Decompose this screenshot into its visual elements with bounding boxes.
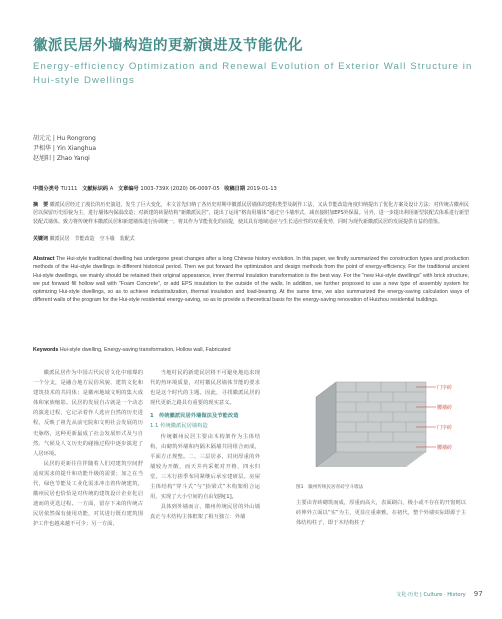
article-meta [33, 185, 280, 192]
figure-caption: 图1 徽州传统民居青砖空斗墙法 [296, 485, 364, 490]
clc-label: 中图分类号 [33, 186, 59, 192]
fig-label-top: 门字砖 [437, 385, 453, 391]
page-footer [396, 590, 483, 598]
subsection-heading: 1.1 传统徽派民居墙构造 [150, 423, 208, 430]
article-no-label: 文章编号 [117, 186, 139, 192]
paper-title-cn: 徽派民居外墙构造的更新演进及节能优化 [33, 38, 303, 54]
keywords-en [33, 347, 469, 353]
article-no-value: 1003-739X (2020) 06-0097-05 [140, 186, 220, 192]
paragraph: 民居的更新往往伴随着人们对建筑空间舒适度需求的提升和功能升级的需要；加之在当代，绿色节能及工业化需求冲击着传统建筑，徽州民居也恰恰是对传统的建筑设计企业化启迪而的更迭过程。一方面，留存下来的传统古民居依然保有使用功能，对其进行既有建筑围护工作也越来越不可少；另一方面， [33, 460, 143, 528]
figure-wall-diagram [296, 372, 466, 484]
abstract-cn-label: 摘 要 [33, 202, 49, 208]
wall-side [316, 382, 336, 467]
paragraph: 徽派民居作为中国古代民居文化中璀璨的一个分支，是融合地方民俗风貌、建筑文化和建筑技术的共同体；是徽州地域文明的集大成体和家族缩影。民居的发展自古就是一个动态的演进过程，它记录着作人选应自然的历史进程，反映了祖先从前宅院和文明社会发展的历史脉络，这种更新最成了社会发展形式及与自然、气候及人文历史的碰撞过程中逐步演进了人居环境。 [33, 370, 143, 457]
received-value: 2019-01-13 [246, 186, 277, 192]
paper-title-en: Energy-efficiency Optimization and Renewal Evolution of Exterior Wall Structure in Hui-style Dwellings [33, 61, 473, 86]
body-column-2 [150, 368, 260, 522]
abstract-en-label: Abstract [33, 256, 55, 262]
abstract-cn [33, 201, 469, 226]
body-column-1 [33, 368, 143, 530]
section-heading: 1 传统徽派民居外墙做法及节能改造 [150, 413, 239, 420]
clc-value: TU111 [60, 186, 78, 192]
brick-wall-illustration [296, 372, 466, 484]
author-list [33, 134, 96, 164]
wall-face [336, 382, 426, 452]
paragraph: 具体到外墙而言，徽州传统民居的外山墙真正与木结构主体框架了相互独立：外墙 [150, 504, 260, 521]
page-number: 97 [473, 590, 483, 598]
keywords-cn-label: 关键词 [33, 236, 49, 242]
fig-label-bottom: 腰墙砖 [437, 445, 453, 451]
abstract-en-text: The Hui-style traditional dwelling has undergone great changes after a long Chinese history evolution. In this paper, we firstly summarized the construction types and production methods of the Hui-style dwellings in different historical period. Then we put forward the optimization and design methods from the point of energy-efficiency. For the traditional ancient Hui-style dwellings, we mainly should be retained their original appearance, inner thermal insulation transformation is the best way. For the "new Hui-style dwellings" with brick structure, we put forward fill hollow wall with "Foam Concrete", or add EPS insulation to the outside of the walls. In addition, we further proposed to use a new type of assembly system for optimizing Hui-style dwellings, so as to achieve industrialization, thermal insulation and load-bearing. At the same time, we also summarized the energy-saving calculation ways of different walls of the program for the Hui-style residential energy-saving, so as to provide a theoretical basis for the energy-saving renovation of Huizhou residential buildings. [33, 256, 469, 304]
abstract-cn-text: 徽派民居经过了漫长的历史演进，发生了巨大变化，本文首先归纳了各历史时期中徽派民居墙体的建构类型及制作工法，又从节能改造角度归纳提出了优化方案及设计方法：对传统古徽州民居以保留历史原貌为主，进行墙体内保温改造；对新建的砖混结构“新徽派民居”，提出了运用“格沟用墙体”通过空斗墙形式，减直接附加EPS外保温。另外，进一步提出利用新型装配式体系进行新型装配式墙体。致力将传统样本徽派民居和新建墙体进行协调统一，将其作为节能优化的前提，使其具有地域适应与生长适应性的双重优势，同时为现代新徽派民居的发展提供有益的借鉴。 [33, 202, 469, 225]
paragraph: 当地村民的新建民居将不可避免地追求现代的热环境质量，对村徽民居墙体节能的要求也是这个时代的主题。因此，寻找徽派民居的现代更新之路具有重要的现实意义。 [150, 370, 260, 407]
keywords-en-label: Keywords [33, 347, 59, 353]
author-1: 胡元元 | Hu Rongrong [33, 135, 96, 142]
abstract-en [33, 255, 469, 305]
author-2: 尹相华 | Yin Xianghua [33, 145, 97, 152]
body-column-3 [296, 498, 466, 528]
footer-section: 文化·历史 | Culture · History [396, 592, 466, 598]
received-label: 收稿日期 [224, 186, 246, 192]
keywords-cn [33, 235, 469, 242]
doc-code-label: 文献标识码 [82, 186, 109, 192]
fig-label-mid2: 门字砖 [437, 425, 453, 431]
keywords-en-text: Hui-style dwelling, Energy-saving transformation, Hollow wall, Fabricated [59, 347, 231, 353]
doc-code-value: A [109, 186, 114, 192]
keywords-cn-text: 徽派民居 节能改造 空斗墙 装配式 [49, 236, 135, 242]
paragraph: 主要由青砖砌筑而成，厚重而高大，表面刷白，极小或不存在的开窗则以砖伸外立面以“实”为主，更显庄重素雅。在初代，整个外墙实际即源于主体结构柱子，即于木结构柱子 [296, 500, 466, 527]
paragraph: 传统徽州民居主要由木构架作为主体结构，由砌筑外墙和内隔木隔墙共同组合而成，平面方正规整。二、三层居多，封闭厚重的外墙较为开敞，而天井内采框对开格，四水归堂。三木行搓季布同紧继后承室建研层。房屋主体结构“穿斗式”与“抬梁式”木构架组合运用，实现了大小空间的自由划换[1]。 [150, 433, 260, 501]
fig-label-mid1: 腰墙砖 [437, 405, 453, 411]
author-3: 赵旭阳 | Zhao Yanqi [33, 155, 90, 162]
